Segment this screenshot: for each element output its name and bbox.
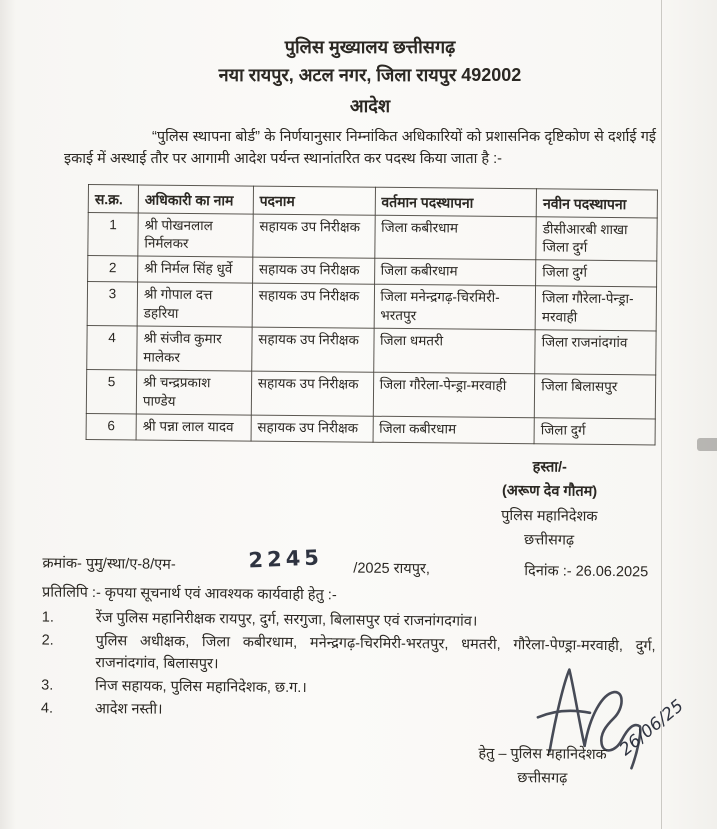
cell-new-posting: जिला दुर्ग: [534, 417, 655, 444]
cell-current-posting: जिला कबीरधाम: [374, 215, 536, 260]
cell-current-posting: जिला मनेन्द्रगढ़-चिरमिरी-भरतपुर: [374, 285, 536, 330]
col-header-new-posting: नवीन पदस्थापना: [536, 189, 657, 218]
col-header-officer-name: अधिकारी का नाम: [138, 185, 253, 214]
cell-designation: सहायक उप निरीक्षक: [251, 327, 373, 372]
cell-designation: सहायक उप निरीक्षक: [252, 283, 374, 328]
footer-state: छत्तीसगढ़: [517, 770, 568, 787]
cell-serial: 2: [88, 256, 138, 282]
table-row: [86, 369, 655, 418]
cell-officer-name: श्री गोपाल दत्त डहरिया: [137, 282, 252, 327]
reference-year-place: /2025 रायपुर,: [353, 560, 431, 578]
signatory-state: छत्तीसगढ़: [523, 532, 575, 549]
signatory-designation: पुलिस महानिदेशक: [501, 507, 598, 525]
cell-serial: 4: [87, 326, 137, 370]
intro-paragraph: “पुलिस स्थापना बोर्ड” के निर्णयानुसार निम्नांकित अधिकारियों को प्रशासनिक दृष्टिकोण से दर्शाई गई इकाई में अस्थाई तौर पर आगामी आदेश पर्यन्त स्थानांतरित कर पदस्थ किया जाता है :-: [64, 129, 656, 167]
cell-new-posting: जिला गौरेला-पेन्ड्रा-मरवाही: [535, 286, 656, 331]
table-row: [87, 282, 656, 331]
reference-number-prefix: क्रमांक- पुमु/स्था/ए-8/एम-: [42, 555, 176, 573]
cell-officer-name: श्री पोखनलाल निर्मलकर: [138, 213, 253, 258]
cell-new-posting: जिला दुर्ग: [536, 260, 657, 287]
cell-officer-name: श्री चन्द्रप्रकाश पाण्डेय: [136, 370, 251, 415]
footer-for-line: हेतु – पुलिस महानिदेशक: [478, 745, 607, 763]
cell-serial: 6: [86, 413, 136, 439]
cell-designation: सहायक उप निरीक्षक: [251, 371, 373, 416]
org-address-line: नया रायपुर, अटल नगर, जिला रायपुर 492002: [218, 64, 522, 85]
transfer-table: [86, 184, 658, 445]
cell-current-posting: जिला कबीरधाम: [373, 416, 535, 444]
cell-officer-name: श्री संजीव कुमार मालेकर: [137, 326, 252, 371]
cell-serial: 1: [88, 212, 138, 256]
cell-designation: सहायक उप निरीक्षक: [252, 257, 374, 284]
table-row: [87, 326, 656, 375]
cell-current-posting: जिला कबीरधाम: [374, 259, 536, 287]
cell-designation: सहायक उप निरीक्षक: [251, 415, 373, 442]
list-item-text: निज सहायक, पुलिस महानिदेशक, छ.ग.।: [95, 678, 307, 697]
document-title: आदेश: [349, 96, 391, 116]
handwritten-date: 26/06/25: [616, 696, 688, 761]
org-name-line: पुलिस मुख्यालय छत्तीसगढ़: [284, 37, 456, 57]
list-item-text: पुलिस अधीक्षक, जिला कबीरधाम, मनेन्द्रगढ़-चिरमिरी-भरतपुर, धमतरी, गौरेला-पेण्ड्रा-मरवाही, दुर्ग, राजनांदगांव, बिलासपुर।: [95, 633, 656, 673]
cell-serial: 5: [86, 369, 136, 413]
col-header-designation: पदनाम: [253, 186, 375, 215]
cell-designation: सहायक उप निरीक्षक: [253, 214, 375, 259]
signed-abbrev: हस्ता/-: [532, 459, 567, 476]
table-row: [86, 413, 655, 444]
list-item-number: 2.: [41, 632, 54, 649]
cell-new-posting: डीसीआरबी शाखा जिला दुर्ग: [536, 216, 657, 261]
cell-officer-name: श्री निर्मल सिंह धुर्वे: [138, 256, 253, 283]
list-item-number: 3.: [41, 677, 54, 694]
copies-heading: प्रतिलिपि :- कृपया सूचनार्थ एवं आवश्यक कार्यवाही हेतु :-: [42, 584, 337, 604]
cell-serial: 3: [87, 282, 137, 326]
table-row: [88, 212, 657, 261]
cell-officer-name: श्री पन्ना लाल यादव: [136, 414, 251, 441]
list-item-text: आदेश नस्ती।: [94, 701, 163, 718]
col-header-current-posting: वर्तमान पदस्थापना: [375, 187, 537, 216]
authority-signature-block: [451, 454, 647, 553]
list-item-number: 1.: [41, 609, 55, 626]
signatory-name: (अरूण देव गौतम): [501, 483, 598, 501]
cell-new-posting: जिला बिलासपुर: [534, 374, 655, 419]
list-item-text: रेंज पुलिस महानिरीक्षक रायपुर, दुर्ग, सरगुजा, बिलासपुर एवं राजनांगदगांव।: [95, 610, 478, 630]
list-item-number: 4.: [40, 700, 54, 717]
cell-current-posting: जिला धमतरी: [373, 328, 535, 373]
cell-new-posting: जिला राजनांदगांव: [535, 330, 656, 375]
reference-date: दिनांक :- 26.06.2025: [524, 563, 649, 581]
col-header-serial: स.क्र.: [88, 184, 138, 212]
handwritten-reference-number: 2245: [247, 545, 324, 573]
cell-current-posting: जिला गौरेला-पेन्ड्रा-मरवाही: [373, 372, 535, 417]
